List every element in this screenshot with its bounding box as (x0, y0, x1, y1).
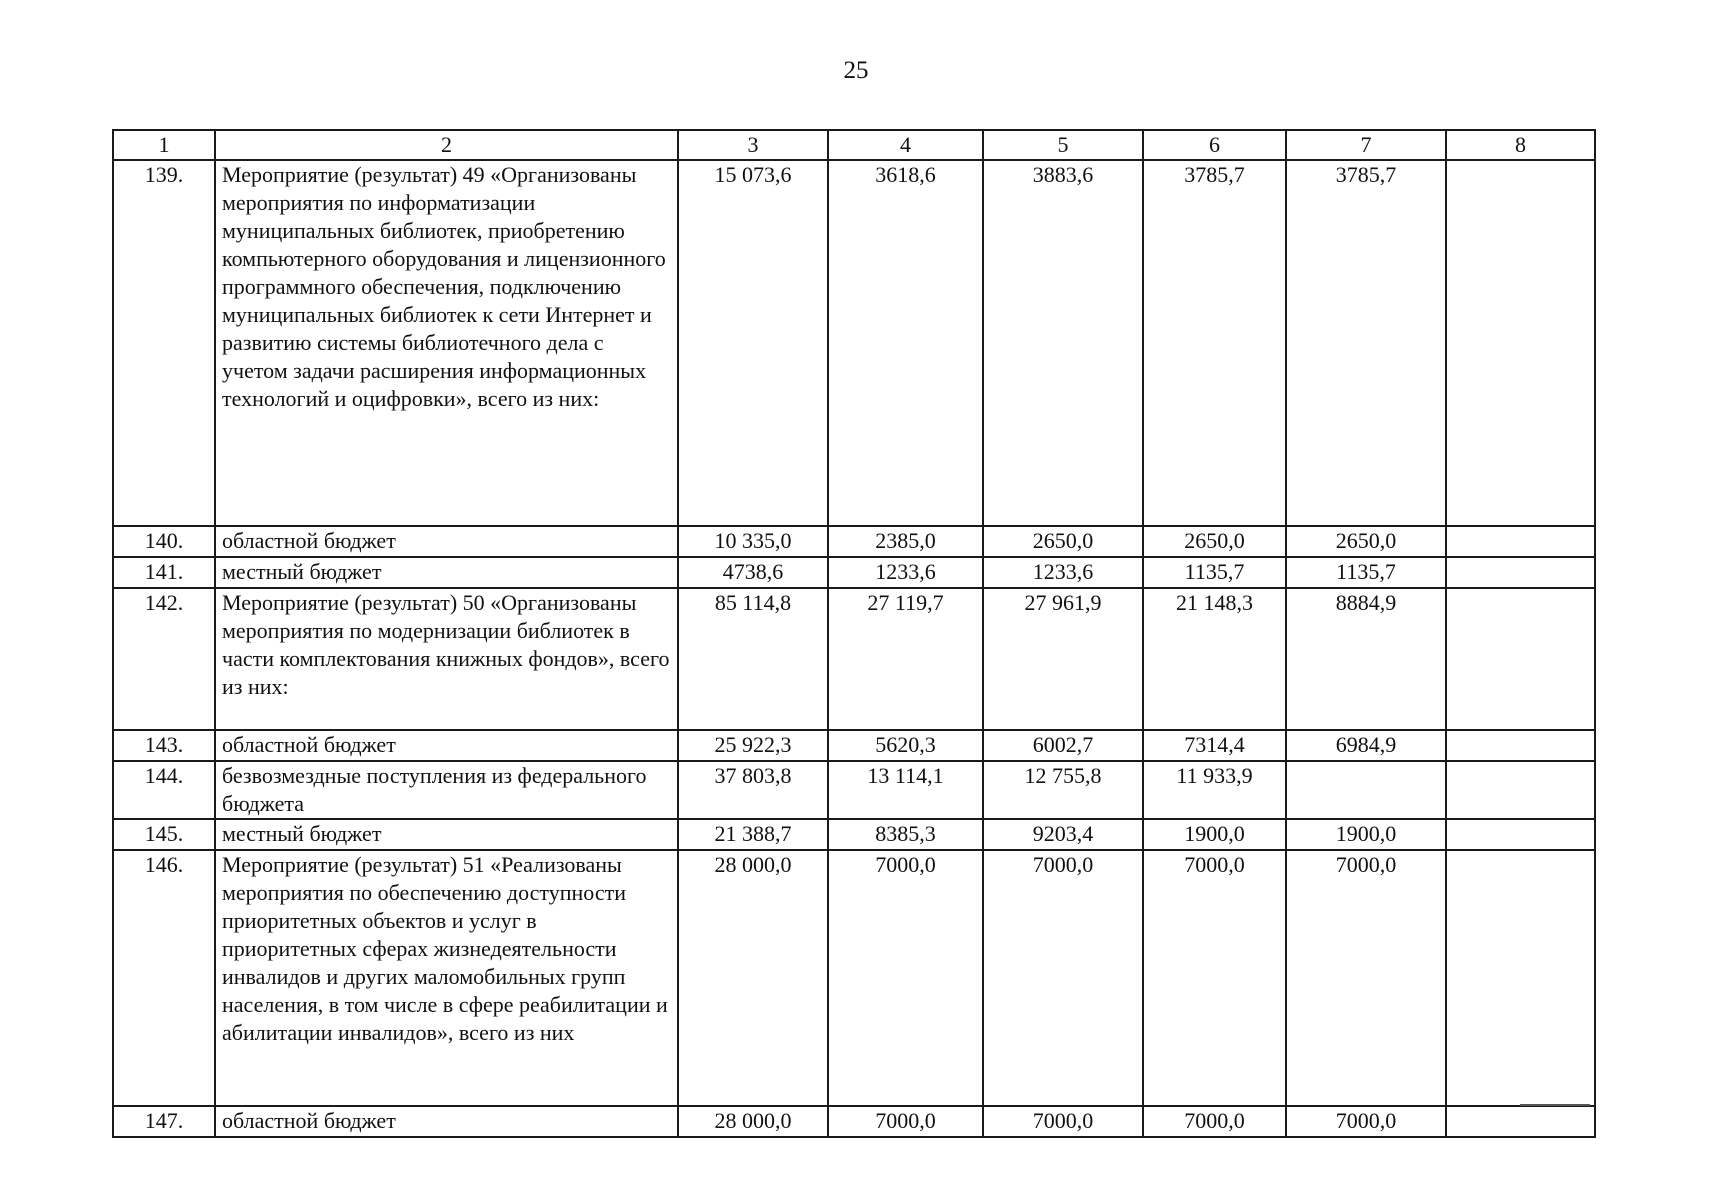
cell-col5: 27 961,9 (983, 588, 1143, 730)
column-header: 3 (678, 130, 828, 160)
cell-col7 (1286, 761, 1446, 819)
cell-col4: 3618,6 (828, 160, 983, 526)
cell-col7: 7000,0 (1286, 850, 1446, 1106)
row-number: 142. (113, 588, 215, 730)
cell-col7: 1135,7 (1286, 557, 1446, 588)
cell-col6: 1135,7 (1143, 557, 1286, 588)
cell-col4: 5620,3 (828, 730, 983, 761)
cell-col8 (1446, 588, 1595, 730)
row-description: областной бюджет (215, 1106, 678, 1137)
cell-col5: 1233,6 (983, 557, 1143, 588)
table-row (113, 588, 1595, 730)
cell-col4: 13 114,1 (828, 761, 983, 819)
cell-col3: 28 000,0 (678, 1106, 828, 1137)
cell-col8 (1446, 526, 1595, 557)
cell-col3: 4738,6 (678, 557, 828, 588)
cell-col3: 21 388,7 (678, 819, 828, 850)
table-row (113, 557, 1595, 588)
cell-col5: 7000,0 (983, 1106, 1143, 1137)
cell-col5: 9203,4 (983, 819, 1143, 850)
table-row (113, 1106, 1595, 1137)
cell-col5: 7000,0 (983, 850, 1143, 1106)
table-row (113, 730, 1595, 761)
cell-col5: 2650,0 (983, 526, 1143, 557)
cell-col4: 1233,6 (828, 557, 983, 588)
page-number: 25 (843, 57, 869, 84)
cell-col6: 7000,0 (1143, 1106, 1286, 1137)
column-header: 2 (215, 130, 678, 160)
row-number: 139. (113, 160, 215, 526)
scan-artifact-line (1520, 1104, 1590, 1106)
cell-col6: 1900,0 (1143, 819, 1286, 850)
row-number: 145. (113, 819, 215, 850)
cell-col7: 3785,7 (1286, 160, 1446, 526)
row-number: 146. (113, 850, 215, 1106)
cell-col4: 27 119,7 (828, 588, 983, 730)
row-description: Мероприятие (результат) 50 «Организованы мероприятия по модернизации библиотек в части комплектования книжных фондов», всего из них: (215, 588, 678, 730)
header-row (113, 130, 1595, 160)
cell-col7: 6984,9 (1286, 730, 1446, 761)
cell-col5: 12 755,8 (983, 761, 1143, 819)
cell-col6: 11 933,9 (1143, 761, 1286, 819)
column-header: 7 (1286, 130, 1446, 160)
cell-col8 (1446, 1106, 1595, 1137)
row-description: местный бюджет (215, 557, 678, 588)
row-description: Мероприятие (результат) 49 «Организованы мероприятия по информатизации муниципальных библиотек, приобретению компьютерного оборудования и лицензионного программного обеспечения, подключению муниципальных библиотек к сети Интернет и развитию системы библиотечного дела с учетом задачи расширения информационных технологий и оцифровки», всего из них: (215, 160, 678, 526)
table-row (113, 160, 1595, 526)
cell-col4: 7000,0 (828, 1106, 983, 1137)
cell-col3: 85 114,8 (678, 588, 828, 730)
budget-table (112, 129, 1596, 1138)
table-row (113, 819, 1595, 850)
row-number: 141. (113, 557, 215, 588)
cell-col8 (1446, 761, 1595, 819)
row-description: областной бюджет (215, 730, 678, 761)
cell-col5: 6002,7 (983, 730, 1143, 761)
row-number: 140. (113, 526, 215, 557)
cell-col4: 7000,0 (828, 850, 983, 1106)
cell-col8 (1446, 730, 1595, 761)
cell-col6: 3785,7 (1143, 160, 1286, 526)
cell-col6: 21 148,3 (1143, 588, 1286, 730)
row-description: местный бюджет (215, 819, 678, 850)
cell-col8 (1446, 850, 1595, 1106)
column-header: 4 (828, 130, 983, 160)
cell-col8 (1446, 160, 1595, 526)
table-row (113, 761, 1595, 819)
cell-col6: 7314,4 (1143, 730, 1286, 761)
column-header: 5 (983, 130, 1143, 160)
column-header: 1 (113, 130, 215, 160)
row-description: безвозмездные поступления из федерального бюджета (215, 761, 678, 819)
cell-col7: 1900,0 (1286, 819, 1446, 850)
cell-col6: 7000,0 (1143, 850, 1286, 1106)
cell-col3: 15 073,6 (678, 160, 828, 526)
table-row (113, 526, 1595, 557)
cell-col6: 2650,0 (1143, 526, 1286, 557)
cell-col3: 25 922,3 (678, 730, 828, 761)
row-description: областной бюджет (215, 526, 678, 557)
cell-col5: 3883,6 (983, 160, 1143, 526)
cell-col3: 10 335,0 (678, 526, 828, 557)
row-number: 147. (113, 1106, 215, 1137)
column-header: 6 (1143, 130, 1286, 160)
cell-col3: 37 803,8 (678, 761, 828, 819)
row-description: Мероприятие (результат) 51 «Реализованы мероприятия по обеспечению доступности приоритетных объектов и услуг в приоритетных сферах жизнедеятельности инвалидов и других маломобильных групп населения, в том числе в сфере реабилитации и абилитации инвалидов», всего из них (215, 850, 678, 1106)
cell-col7: 8884,9 (1286, 588, 1446, 730)
cell-col3: 28 000,0 (678, 850, 828, 1106)
cell-col7: 7000,0 (1286, 1106, 1446, 1137)
cell-col4: 8385,3 (828, 819, 983, 850)
row-number: 143. (113, 730, 215, 761)
row-number: 144. (113, 761, 215, 819)
cell-col8 (1446, 557, 1595, 588)
table-row (113, 850, 1595, 1106)
column-header: 8 (1446, 130, 1595, 160)
cell-col8 (1446, 819, 1595, 850)
cell-col4: 2385,0 (828, 526, 983, 557)
cell-col7: 2650,0 (1286, 526, 1446, 557)
